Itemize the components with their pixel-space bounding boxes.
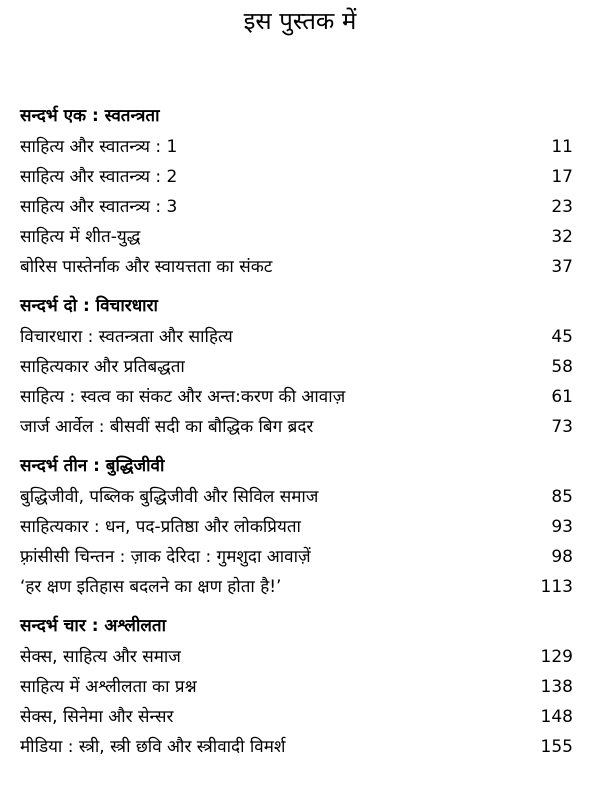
entry-page-number: 73 [551, 417, 573, 437]
entry-page-number: 17 [551, 167, 573, 187]
entry-page-number: 148 [540, 707, 573, 727]
entry-title: जार्ज आर्वेल : बीसवीं सदी का बौद्धिक बिग ब्रदर [20, 417, 314, 437]
entry-title: बुद्धिजीवी, पब्लिक बुद्धिजीवी और सिविल समाज [20, 487, 319, 507]
entry-page-number: 138 [540, 677, 573, 697]
toc-entry[interactable] [20, 512, 573, 542]
entry-page-number: 129 [540, 647, 573, 667]
entry-title: साहित्य : स्वत्व का संकट और अन्त:करण की आवाज़ [20, 387, 346, 407]
entry-title: साहित्यकार : धन, पद-प्रतिष्ठा और लोकप्रियता [20, 517, 301, 537]
section-heading: सन्दर्भ दो : विचारधारा [20, 296, 158, 316]
entry-page-number: 58 [551, 357, 573, 377]
entry-page-number: 98 [551, 547, 573, 567]
toc-entry[interactable] [20, 222, 573, 252]
toc-entry[interactable] [20, 322, 573, 352]
toc-entry[interactable] [20, 642, 573, 672]
toc-entry[interactable] [20, 702, 573, 732]
entry-title: साहित्यकार और प्रतिबद्धता [20, 357, 185, 377]
section-heading: सन्दर्भ चार : अश्लीलता [20, 616, 166, 636]
toc-entry[interactable] [20, 732, 573, 762]
entry-title: साहित्य और स्वातन्त्र्य : 3 [20, 197, 178, 217]
toc-section-4 [20, 614, 573, 762]
entry-title: फ़्रांसीसी चिन्तन : ज़ाक देरिदा : गुमशुदा आवाज़ें [20, 547, 311, 567]
toc-entry[interactable] [20, 542, 573, 572]
toc-section-1 [20, 104, 573, 282]
toc-section-2 [20, 294, 573, 442]
toc-entry[interactable] [20, 192, 573, 222]
entry-title: सेक्स, साहित्य और समाज [20, 647, 181, 667]
entry-page-number: 23 [551, 197, 573, 217]
section-heading: सन्दर्भ एक : स्वतन्त्रता [20, 106, 160, 126]
entry-title: ‘हर क्षण इतिहास बदलने का क्षण होता है!’ [20, 577, 282, 597]
entry-title: विचारधारा : स्वतन्त्रता और साहित्य [20, 327, 233, 347]
entry-page-number: 45 [551, 327, 573, 347]
entry-page-number: 11 [551, 137, 573, 157]
entry-page-number: 85 [551, 487, 573, 507]
toc-entry[interactable] [20, 382, 573, 412]
toc-entry[interactable] [20, 572, 573, 602]
entry-page-number: 155 [540, 737, 573, 757]
entry-title: साहित्य में अश्लीलता का प्रश्न [20, 677, 197, 697]
entry-title: साहित्य और स्वातन्त्र्य : 1 [20, 137, 178, 157]
entry-title: सेक्स, सिनेमा और सेन्सर [20, 707, 174, 727]
entry-title: साहित्य और स्वातन्त्र्य : 2 [20, 167, 178, 187]
entry-title: बोरिस पास्तेर्नाक और स्वायत्तता का संकट [20, 257, 273, 277]
toc-entry[interactable] [20, 132, 573, 162]
table-of-contents [20, 104, 573, 762]
toc-entry[interactable] [20, 412, 573, 442]
toc-entry[interactable] [20, 162, 573, 192]
entry-page-number: 93 [551, 517, 573, 537]
toc-entry[interactable] [20, 672, 573, 702]
toc-entry[interactable] [20, 482, 573, 512]
toc-section-3 [20, 454, 573, 602]
entry-title: साहित्य में शीत-युद्ध [20, 227, 141, 247]
toc-entry[interactable] [20, 352, 573, 382]
toc-entry[interactable] [20, 252, 573, 282]
entry-page-number: 61 [551, 387, 573, 407]
entry-title: मीडिया : स्त्री, स्त्री छवि और स्त्रीवादी विमर्श [20, 737, 286, 757]
entry-page-number: 32 [551, 227, 573, 247]
entry-page-number: 113 [540, 577, 573, 597]
page-title: इस पुस्तक में [243, 7, 357, 35]
section-heading: सन्दर्भ तीन : बुद्धिजीवी [20, 456, 165, 476]
entry-page-number: 37 [551, 257, 573, 277]
